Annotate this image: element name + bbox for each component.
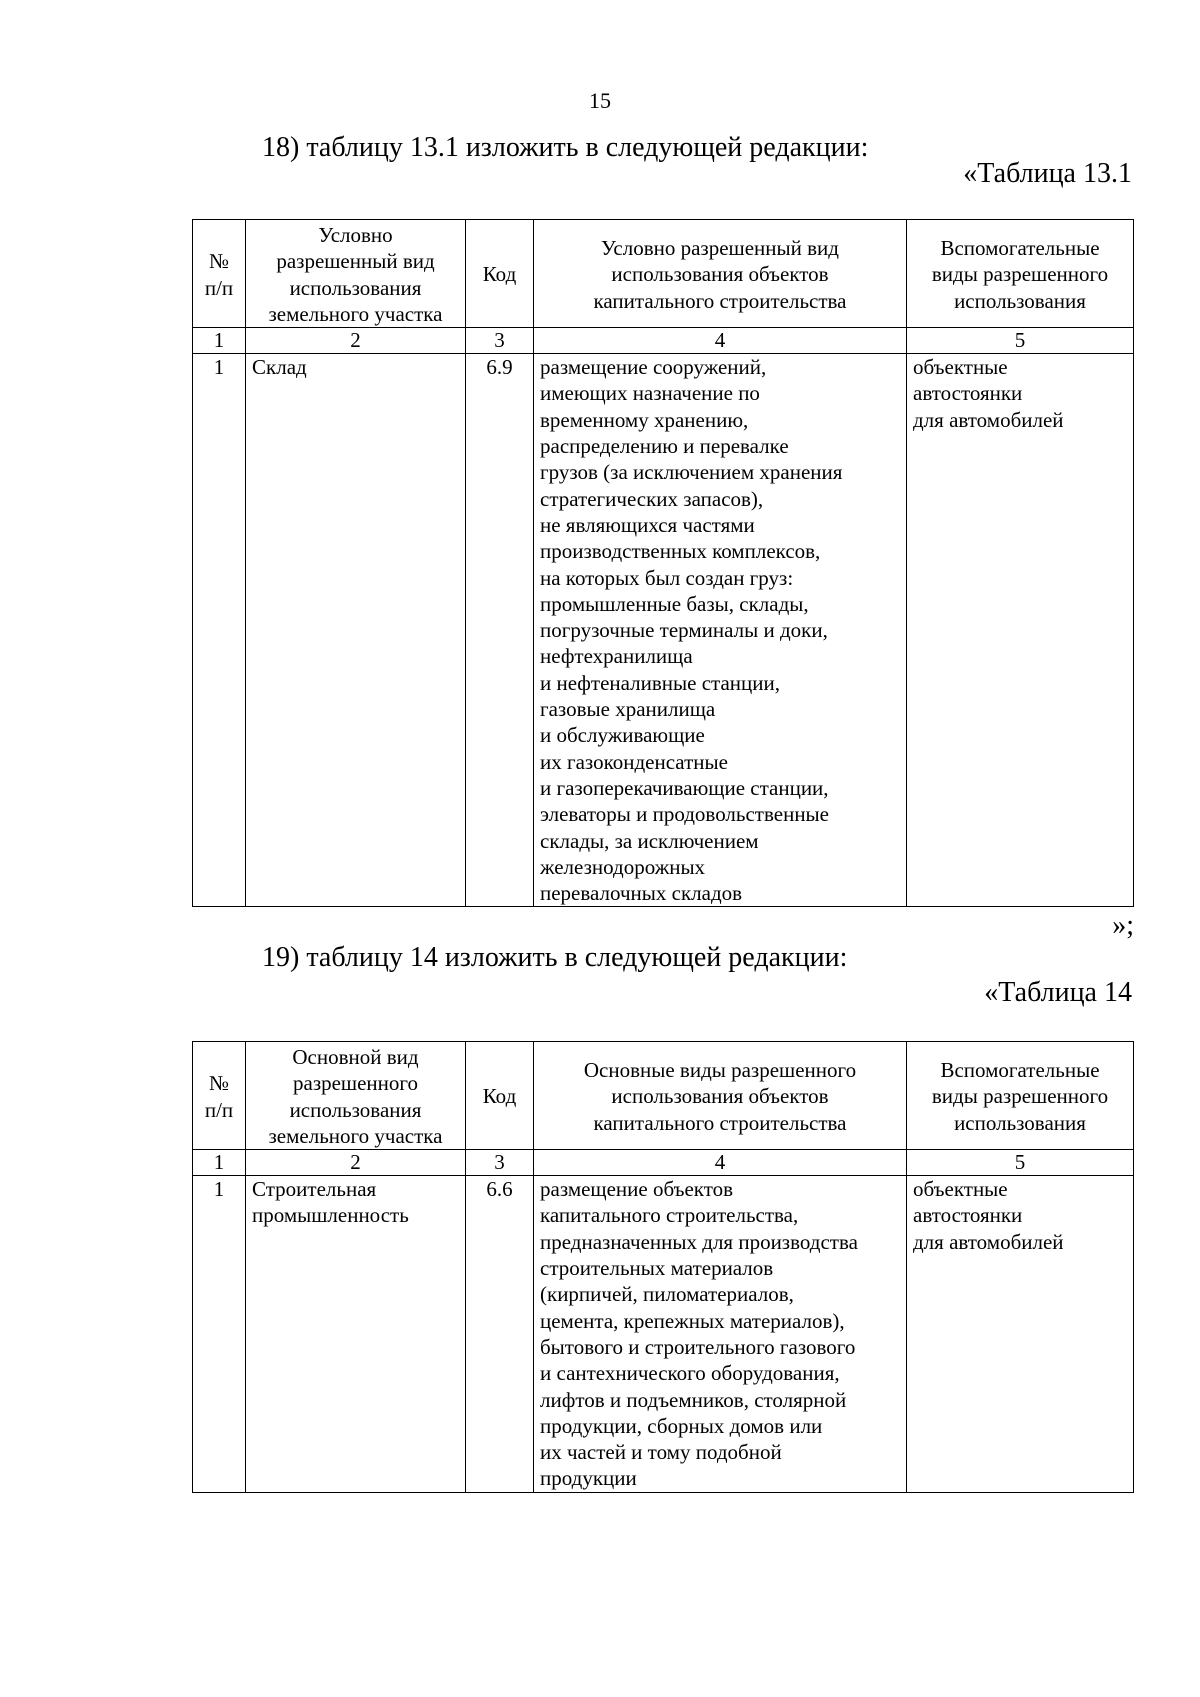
column-number: 2 <box>246 328 466 354</box>
land-use-cell: Склад <box>246 354 466 907</box>
code-cell: 6.9 <box>466 354 534 907</box>
table-caption-13-1: «Таблица 13.1 <box>963 158 1132 189</box>
page-number: 15 <box>589 88 611 113</box>
code-cell: 6.6 <box>466 1176 534 1493</box>
auxiliary-use-cell: объектные автостоянки для автомобилей <box>907 354 1134 907</box>
column-number: 4 <box>534 328 907 354</box>
column-number: 5 <box>907 328 1134 354</box>
header-auxiliary-use: Вспомогательные виды разрешенного использования <box>907 220 1134 328</box>
land-use-cell: Строительная промышленность <box>246 1176 466 1493</box>
column-number: 5 <box>907 1150 1134 1176</box>
table-13-1 <box>192 219 1134 907</box>
header-number: № п/п <box>193 220 246 328</box>
column-number-row <box>193 328 1134 354</box>
row-number: 1 <box>193 1176 246 1493</box>
auxiliary-use-cell: объектные автостоянки для автомобилей <box>907 1176 1134 1493</box>
instruction-18: 18) таблицу 13.1 изложить в следующей редакции: <box>262 132 869 163</box>
column-number-row <box>193 1150 1134 1176</box>
column-number: 2 <box>246 1150 466 1176</box>
table-row <box>193 354 1134 907</box>
header-code: Код <box>466 1042 534 1150</box>
header-code: Код <box>466 220 534 328</box>
header-construction-use: Условно разрешенный вид использования объектов капитального строительства <box>534 220 907 328</box>
construction-use-cell: размещение сооружений, имеющих назначение по временному хранению, распределению и перевалке грузов (за исключением хранения стратегических запасов), не являющихся частями производственных комплексов, на которых был создан груз: промышленные базы, склады, погрузочные терминалы и доки, нефтехранилища и нефтеналивные станции, газовые хранилища и обслуживающие их газоконденсатные и газоперекачивающие станции, элеваторы и продовольственные склады, за исключением железнодорожных перевалочных складов <box>534 354 907 907</box>
column-number: 4 <box>534 1150 907 1176</box>
column-number: 3 <box>466 1150 534 1176</box>
column-number: 1 <box>193 1150 246 1176</box>
header-land-use: Условно разрешенный вид использования земельного участка <box>246 220 466 328</box>
row-number: 1 <box>193 354 246 907</box>
closing-quote: »; <box>1112 910 1134 941</box>
header-land-use: Основной вид разрешенного использования земельного участка <box>246 1042 466 1150</box>
instruction-19: 19) таблицу 14 изложить в следующей редакции: <box>262 942 848 973</box>
construction-use-cell: размещение объектов капитального строительства, предназначенных для производства строительных материалов (кирпичей, пиломатериалов, цемента, крепежных материалов), бытового и строительного газового и сантехнического оборудования, лифтов и подъемников, столярной продукции, сборных домов или их частей и тому подобной продукции <box>534 1176 907 1493</box>
table-caption-14: «Таблица 14 <box>984 977 1132 1008</box>
table-14 <box>192 1041 1134 1493</box>
header-auxiliary-use: Вспомогательные виды разрешенного использования <box>907 1042 1134 1150</box>
header-number: № п/п <box>193 1042 246 1150</box>
table-row <box>193 1176 1134 1493</box>
table-header-row <box>193 1042 1134 1150</box>
column-number: 1 <box>193 328 246 354</box>
table-header-row <box>193 220 1134 328</box>
column-number: 3 <box>466 328 534 354</box>
header-construction-use: Основные виды разрешенного использования объектов капитального строительства <box>534 1042 907 1150</box>
